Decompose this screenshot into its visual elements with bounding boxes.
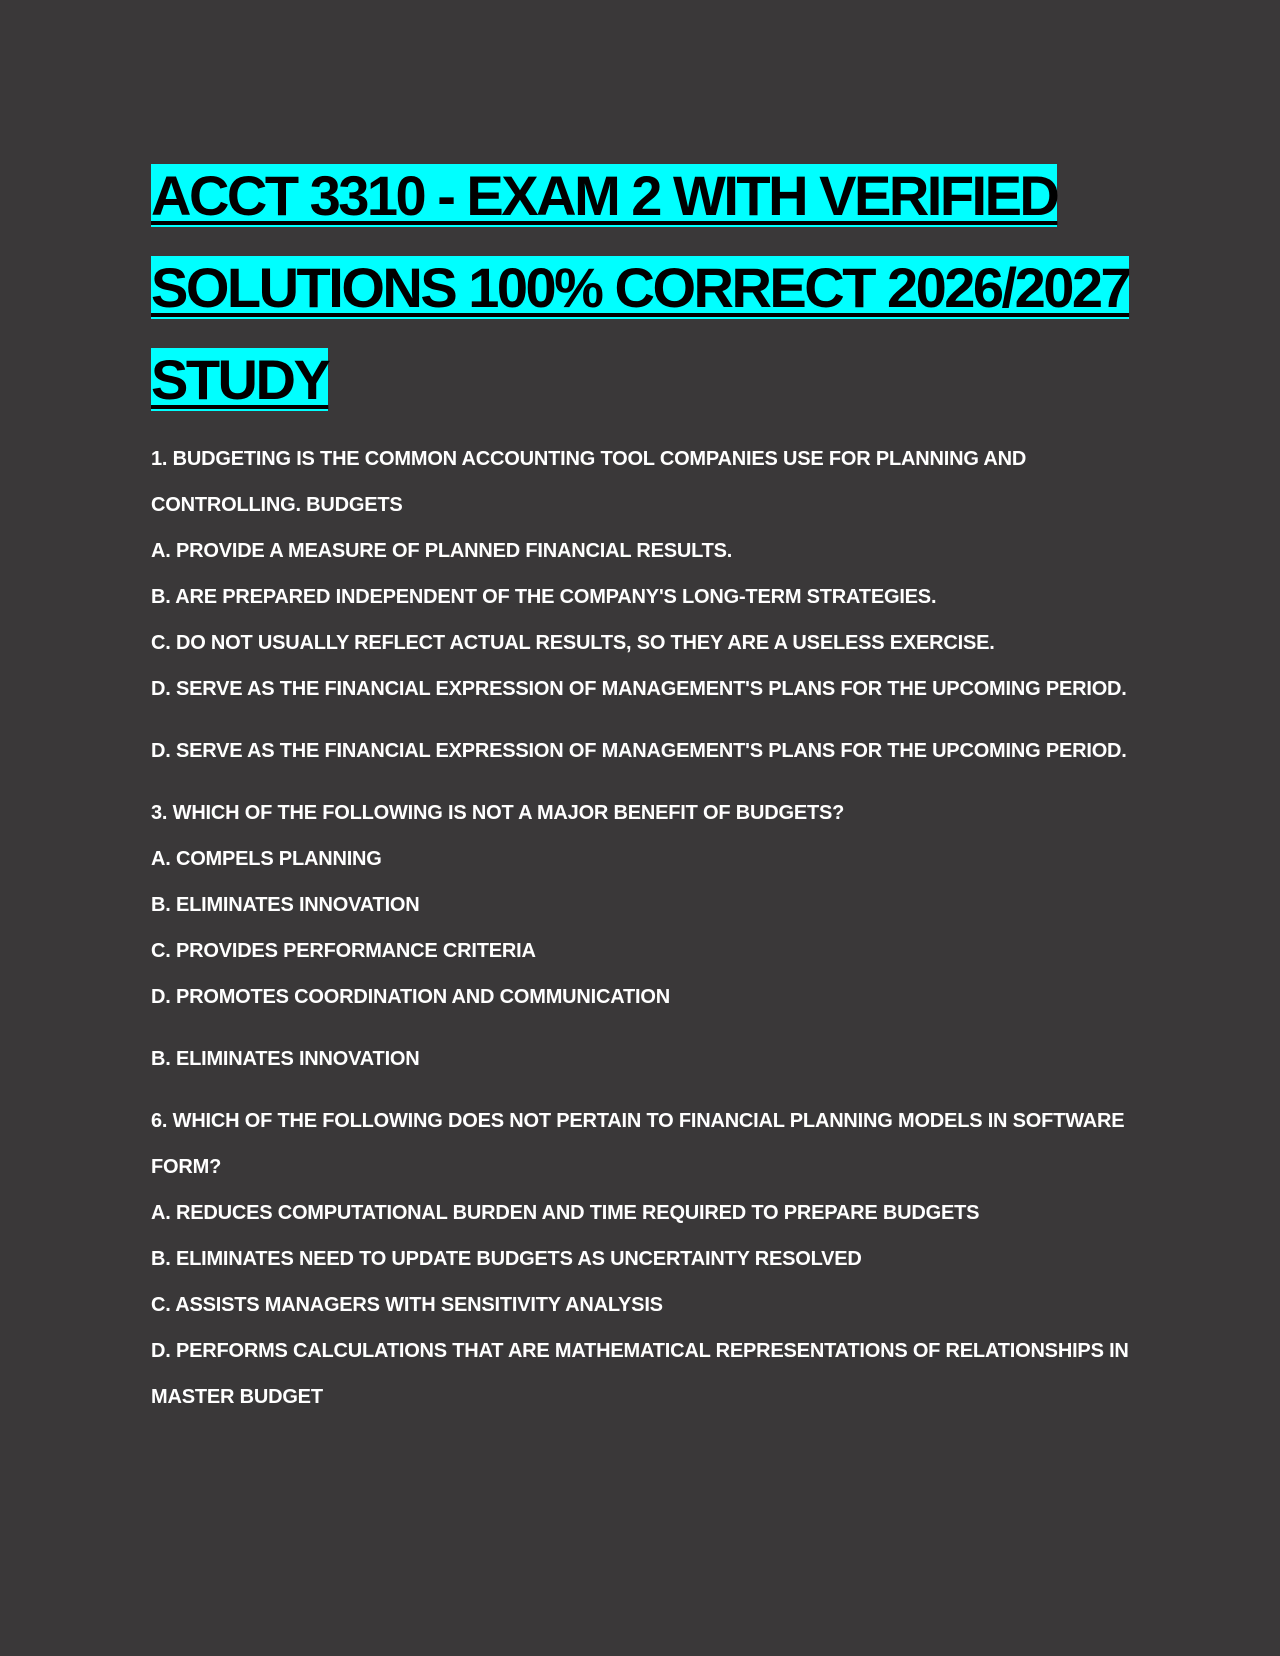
option-d: D. SERVE AS THE FINANCIAL EXPRESSION OF MANAGEMENT'S PLANS FOR THE UPCOMING PERIOD.	[151, 678, 1127, 700]
option-a: A. PROVIDE A MEASURE OF PLANNED FINANCIAL RESULTS.	[151, 540, 733, 562]
option-a: A. REDUCES COMPUTATIONAL BURDEN AND TIME REQUIRED TO PREPARE BUDGETS	[151, 1202, 980, 1224]
option-a: A. COMPELS PLANNING	[151, 848, 382, 870]
option-c: C. ASSISTS MANAGERS WITH SENSITIVITY ANALYSIS	[151, 1294, 663, 1316]
option-c: C. DO NOT USUALLY REFLECT ACTUAL RESULTS, SO THEY ARE A USELESS EXERCISE.	[151, 632, 995, 654]
option-b: B. ELIMINATES INNOVATION	[151, 894, 420, 916]
answer-text: D. SERVE AS THE FINANCIAL EXPRESSION OF MANAGEMENT'S PLANS FOR THE UPCOMING PERIOD.	[151, 740, 1127, 762]
option-b: B. ARE PREPARED INDEPENDENT OF THE COMPANY'S LONG-TERM STRATEGIES.	[151, 586, 937, 608]
title-highlight: ACCT 3310 - EXAM 2 WITH VERIFIED SOLUTIONS 100% CORRECT 2026/2027 STUDY	[151, 164, 1130, 411]
question-text: 3. WHICH OF THE FOLLOWING IS NOT A MAJOR BENEFIT OF BUDGETS?	[151, 802, 845, 824]
question-1	[151, 436, 1141, 774]
document-title	[151, 150, 1141, 426]
document-page	[151, 150, 1141, 1420]
question-text: 6. WHICH OF THE FOLLOWING DOES NOT PERTAIN TO FINANCIAL PLANNING MODELS IN SOFTWARE FORM?	[151, 1110, 1125, 1178]
option-d: D. PROMOTES COORDINATION AND COMMUNICATION	[151, 986, 670, 1008]
option-b: B. ELIMINATES NEED TO UPDATE BUDGETS AS UNCERTAINTY RESOLVED	[151, 1248, 862, 1270]
option-d: D. PERFORMS CALCULATIONS THAT ARE MATHEMATICAL REPRESENTATIONS OF RELATIONSHIPS IN MASTER BUDGET	[151, 1340, 1129, 1408]
question-text: 1. BUDGETING IS THE COMMON ACCOUNTING TOOL COMPANIES USE FOR PLANNING AND CONTROLLING. BUDGETS	[151, 448, 1027, 516]
option-c: C. PROVIDES PERFORMANCE CRITERIA	[151, 940, 536, 962]
question-6	[151, 1098, 1141, 1420]
question-3	[151, 790, 1141, 1082]
answer-text: B. ELIMINATES INNOVATION	[151, 1048, 420, 1070]
